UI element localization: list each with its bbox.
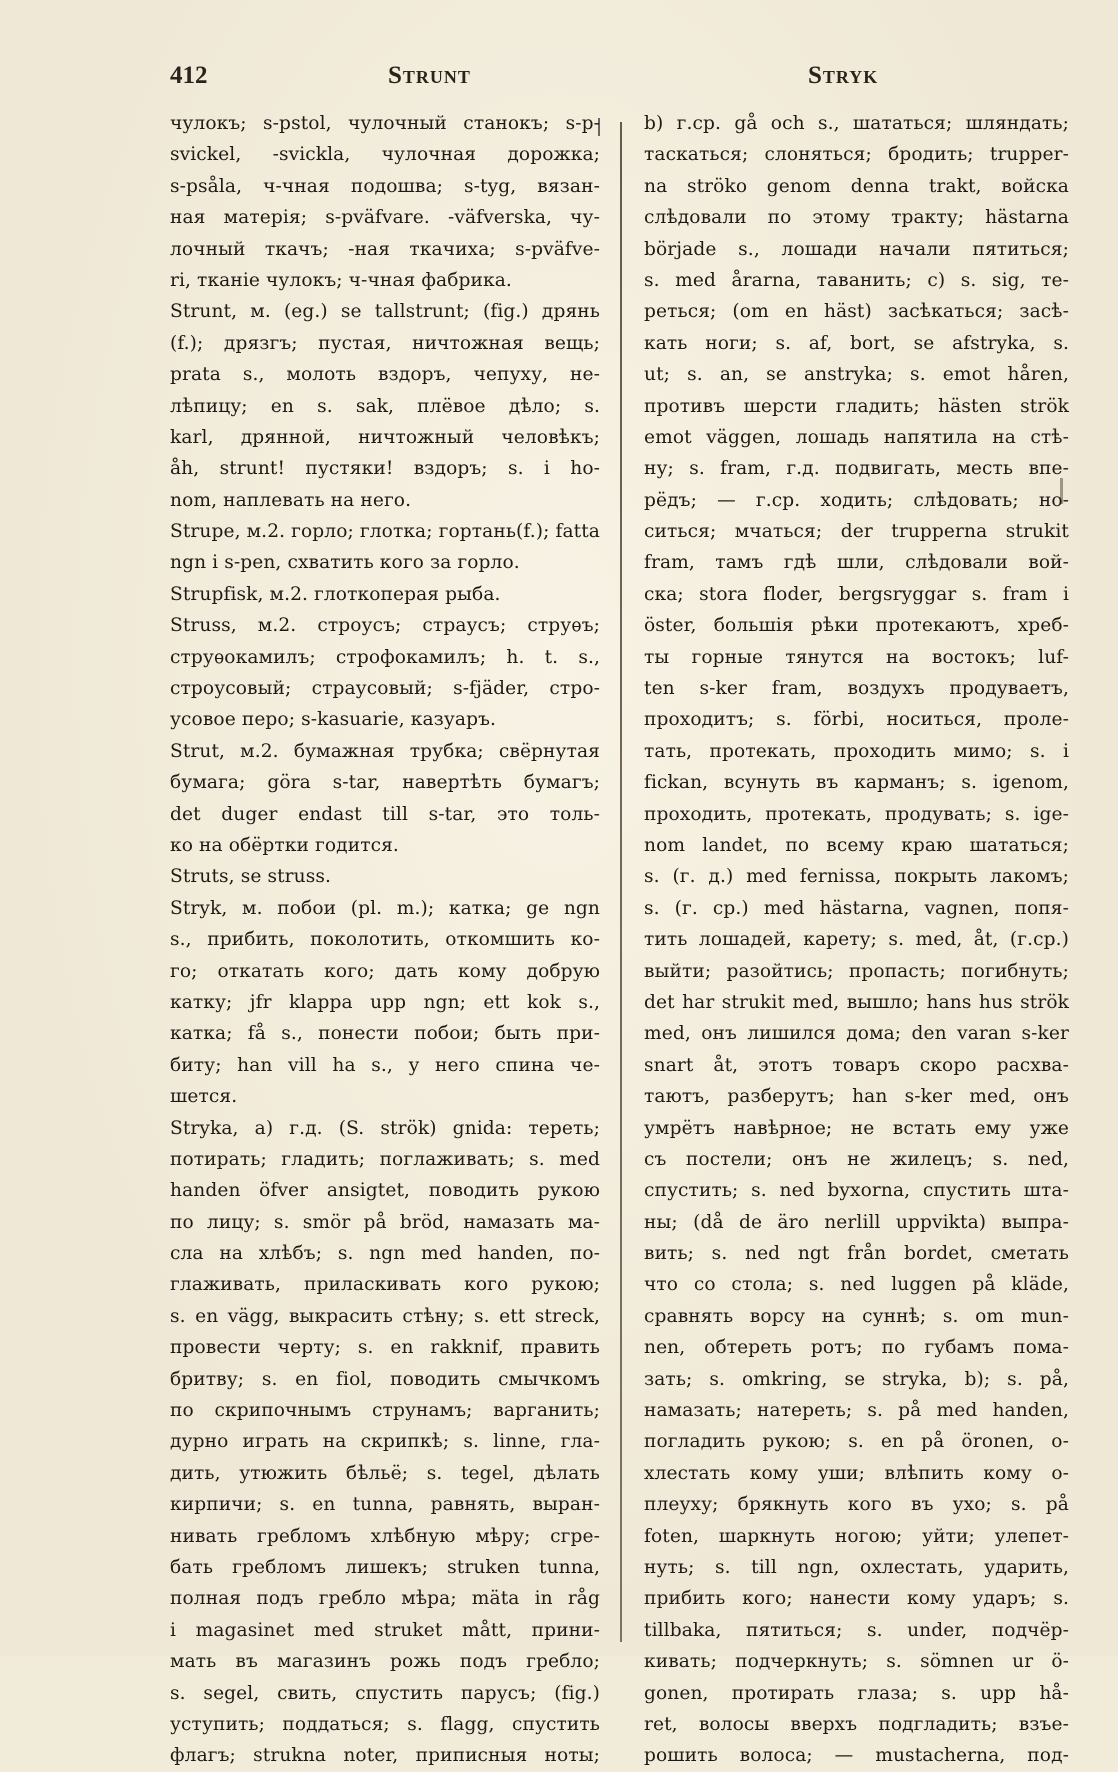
text-line: s-psåla, ч-чная подошва; s-tyg, вязан- [170, 175, 600, 197]
text-line: s. en vägg, выкрасить стѣну; s. ett streck, [170, 1305, 600, 1327]
text-line: i magasinet med struket mått, прини- [170, 1619, 600, 1641]
text-line: по лицу; s. smör på bröd, намазать ма- [170, 1211, 600, 1233]
text-line: foten, шаркнуть ногою; уйти; улепет- [644, 1525, 1069, 1547]
text-line: го; откатать кого; дать кому добрую [170, 960, 600, 982]
text-line: тить лошадей, карету; s. med, åt, (г.ср.) [644, 929, 1069, 951]
right-column [644, 108, 1069, 1767]
text-line: det duger endast till s-tar, это толь- [170, 803, 600, 825]
text-line: började s., лошади начали пятиться; [644, 238, 1069, 260]
text-line: öster, большія рѣки протекаютъ, хреб- [644, 615, 1069, 637]
text-line: лѣпицу; en s. sak, плёвое дѣло; s. [170, 395, 600, 417]
text-line: Struts, se struss. [170, 866, 332, 888]
text-line: ситься; мчаться; der trupperna strukit [644, 521, 1069, 543]
text-line: det har strukit med, вышло; hans hus strök [644, 991, 1069, 1013]
text-line: åh, strunt! пустяки! вздоръ; s. i ho- [170, 458, 600, 480]
text-line: svickel, -svickla, чулочная дорожка; [170, 144, 600, 166]
text-line: флагъ; strukna noter, приписныя ноты; [170, 1745, 600, 1767]
text-line: уступить; поддаться; s. flagg, спустить [170, 1713, 600, 1735]
text-line: s. segel, свить, спустить парусъ; (fig.) [170, 1682, 600, 1704]
text-line: b) г.ср. gå och s., шататься; шляндать; [644, 113, 1069, 134]
text-line: усовое перо; s-kasuarie, казуаръ. [170, 709, 497, 731]
text-line: намазать; натереть; s. på med handen, [644, 1400, 1069, 1422]
text-line: ска; stora floder, bergsryggar s. fram i [644, 583, 1069, 605]
text-line: строусовый; страусовый; s-fjäder, стро- [170, 678, 600, 700]
text-line: s. med årarna, таванить; с) s. sig, те- [644, 269, 1069, 291]
text-line: Strupe, м.2. горло; глотка; гортань(f.); fatta [170, 521, 600, 543]
text-line: съ постели; онъ не жилецъ; s. ned, [644, 1148, 1069, 1170]
text-line: погладить рукою; s. en på öronen, о- [644, 1431, 1069, 1453]
text-line: рошить волоса; — mustacherna, под- [644, 1745, 1069, 1767]
text-line: кать ноги; s. af, bort, se afstryka, s. [644, 332, 1069, 354]
guide-word-left: Strunt [388, 62, 471, 89]
page-number: 412 [170, 62, 208, 89]
text-line: тать, протекать, проходить мимо; s. i [644, 740, 1069, 762]
text-line: Stryka, а) г.д. (S. strök) gnida: тереть; [170, 1117, 600, 1139]
text-line: fram, тамъ гдѣ шли, слѣдовали вой- [644, 552, 1069, 574]
text-line: ны; (då de äro nerlill uppvikta) выпра- [644, 1211, 1069, 1233]
text-line: по скрипочнымъ струнамъ; варганить; [170, 1400, 600, 1422]
text-line: (f.); дрязгъ; пустая, ничтожная вещь; [170, 332, 600, 354]
text-line: дить, утюжить бѣльё; s. tegel, дѣлать [170, 1462, 600, 1484]
text-line: ret, волосы вверхъ подгладить; взъе- [644, 1713, 1069, 1735]
text-line: потирать; гладить; поглаживать; s. med [170, 1148, 600, 1170]
text-line: fickan, всунуть въ карманъ; s. igenom, [644, 772, 1069, 794]
text-line: чулокъ; s-pstol, чулочный станокъ; s-p- [170, 113, 600, 134]
text-line: таскаться; слоняться; бродить; trupper- [644, 144, 1069, 166]
text-line: прибить кого; нанести кому ударъ; s. [644, 1588, 1069, 1610]
text-line: лочный ткачъ; -ная ткачиха; s-pväfve- [170, 238, 600, 260]
text-line: med, онъ лишился дома; den varan s-ker [644, 1023, 1069, 1045]
text-line: karl, дрянной, ничтожный человѣкъ; [170, 426, 600, 448]
text-line: emot väggen, лошадь напятила на стѣ- [644, 426, 1069, 448]
text-line: Strunt, м. (eg.) se tallstrunt; (fig.) дрянь [170, 301, 600, 323]
text-line: умрётъ навѣрное; не встать ему уже [644, 1117, 1069, 1139]
text-line: нуть; s. till ngn, охлестать, ударить, [644, 1556, 1069, 1578]
text-line: nen, обтереть ротъ; по губамъ пома- [644, 1337, 1069, 1359]
text-line: мать въ магазинъ рожь подъ гребло; [170, 1651, 600, 1673]
text-line: ut; s. an, se anstryka; s. emot håren, [644, 364, 1069, 386]
page-header [170, 62, 1070, 102]
text-line: слѣдовали по этому тракту; hästarna [644, 207, 1069, 229]
text-line: кирпичи; s. en tunna, равнять, выран- [170, 1494, 600, 1516]
column-divider [620, 122, 622, 1642]
text-line: плеуху; брякнуть кого въ ухо; s. på [644, 1494, 1069, 1516]
text-line: выйти; разойтись; пропасть; погибнуть; [644, 960, 1069, 982]
text-line: рёдъ; — г.ср. ходить; слѣдовать; но- [644, 489, 1069, 511]
text-line: катку; jfr klappa upp ngn; ett kok s., [170, 991, 600, 1013]
text-line: нивать гребломъ хлѣбную мѣру; сгре- [170, 1525, 600, 1547]
text-line: бать гребломъ лишекъ; struken tunna, [170, 1556, 600, 1578]
text-line: s. (г. д.) med fernissa, покрыть лакомъ; [644, 866, 1069, 888]
text-line: ко на обёртки годится. [170, 834, 399, 856]
text-line: вить; s. ned ngt från bordet, сметать [644, 1243, 1069, 1265]
text-line: проходитъ; s. förbi, носиться, проле- [644, 709, 1069, 731]
text-line: handen öfver ansigtet, поводить рукою [170, 1180, 600, 1202]
text-line: Strut, м.2. бумажная трубка; свёрнутая [170, 740, 600, 762]
text-line: ты горные тянутся на востокъ; luf- [644, 646, 1069, 668]
text-line: gonen, протирать глаза; s. upp hå- [644, 1682, 1069, 1704]
text-line: шется. [170, 1086, 238, 1108]
text-line: струѳокамилъ; строфокамилъ; h. t. s., [170, 646, 600, 668]
text-line: ten s-ker fram, воздухъ продуваетъ, [644, 678, 1069, 700]
text-line: глаживать, приласкивать кого рукою; [170, 1274, 600, 1296]
guide-word-right: Stryk [808, 62, 879, 89]
text-line: реться; (om en häst) засѣкаться; засѣ- [644, 301, 1069, 323]
text-line: nom, наплевать на него. [170, 489, 412, 511]
text-line: таютъ, разберутъ; han s-ker med, онъ [644, 1086, 1069, 1108]
text-line: Struss, м.2. строусъ; страусъ; струѳъ; [170, 615, 600, 637]
text-line: Stryk, м. побои (pl. m.); катка; ge ngn [170, 897, 600, 919]
text-line: s. (г. ср.) med hästarna, vagnen, попя- [644, 897, 1069, 919]
text-line: спустить; s. ned byxorna, спустить шта- [644, 1180, 1069, 1202]
text-line: Strupfisk, м.2. глоткоперая рыба. [170, 583, 501, 605]
text-line: na ströko genom denna trakt, войска [644, 175, 1069, 197]
text-line: кивать; подчеркнуть; s. sömnen ur ö- [644, 1651, 1069, 1673]
text-line: ну; s. fram, г.д. подвигать, месть впе- [644, 458, 1069, 480]
text-line: провести черту; s. en rakknif, править [170, 1337, 600, 1359]
text-line: сравнять ворсу на суннѣ; s. om mun- [644, 1305, 1069, 1327]
text-line: полная подъ гребло мѣра; mäta in råg [170, 1588, 600, 1610]
text-line: зать; s. omkring, se stryka, b); s. på, [644, 1368, 1069, 1390]
text-line: tillbaka, пятиться; s. under, подчёр- [644, 1619, 1069, 1641]
text-line: что со стола; s. ned luggen på kläde, [644, 1274, 1069, 1296]
text-line: ная матерія; s-pväfvare. -väfverska, чу- [170, 207, 600, 229]
left-column [170, 108, 600, 1767]
text-line: катка; få s., понести побои; быть при- [170, 1023, 600, 1045]
text-line: бумага; göra s-tar, навертѣть бумагъ; [170, 772, 600, 794]
text-line: snart åt, этотъ товаръ скоро расхва- [644, 1054, 1069, 1076]
text-line: ri, тканіе чулокъ; ч-чная фабрика. [170, 269, 512, 291]
text-line: дурно играть на скрипкѣ; s. linne, гла- [170, 1431, 600, 1453]
text-line: биту; han vill ha s., у него спина че- [170, 1054, 600, 1076]
text-line: prata s., молоть вздоръ, чепуху, не- [170, 364, 600, 386]
text-line: противъ шерсти гладить; hästen strök [644, 395, 1069, 417]
text-line: ngn i s-pen, схватить кого за горло. [170, 552, 520, 574]
text-line: сла на хлѣбъ; s. ngn med handen, по- [170, 1243, 600, 1265]
text-line: бритву; s. en fiol, поводить смычкомъ [170, 1368, 600, 1390]
text-line: хлестать кому уши; влѣпить кому о- [644, 1462, 1069, 1484]
text-line: nom landet, по всему краю шататься; [644, 834, 1069, 856]
text-line: s., прибить, поколотить, откомшить ко- [170, 929, 600, 951]
text-line: проходить, протекать, продувать; s. ige- [644, 803, 1069, 825]
